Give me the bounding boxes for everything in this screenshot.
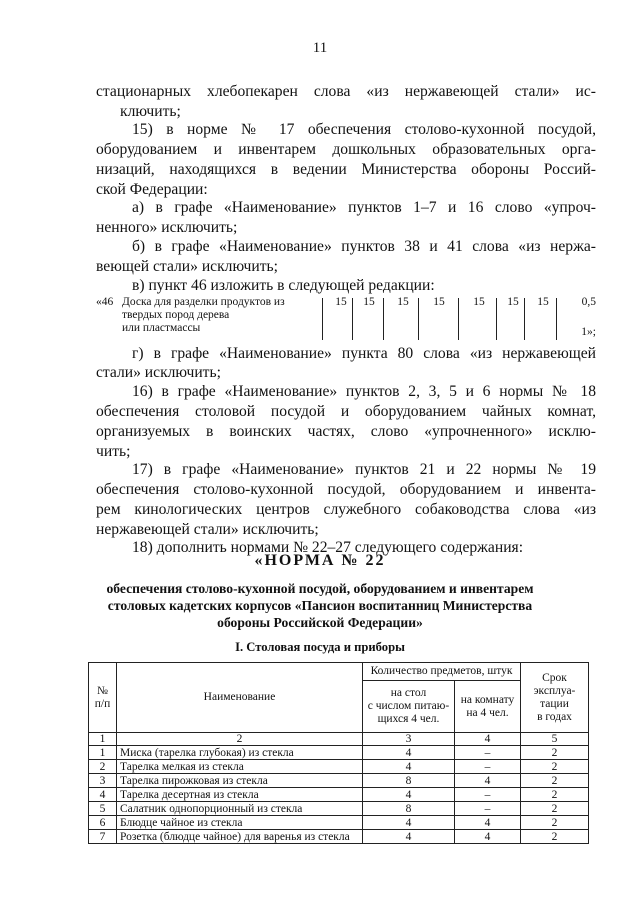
page-number: 11 [312, 40, 328, 56]
text-line: низаций, находящихся в ведении Министерства обороны Россий- [96, 161, 596, 178]
text-line: 18) дополнить нормами № 22–27 следующего содержания: [132, 539, 524, 556]
text-line: оборудованием и инвентарем дошкольных образовательных орга- [96, 141, 596, 158]
row-qty-room: – [455, 746, 521, 760]
norm-table [88, 662, 589, 844]
text-line: обеспечения столовой посудой и оборудованием чайных комнат, [96, 403, 596, 420]
table-row [89, 760, 589, 774]
row-qty-table: 4 [363, 788, 455, 802]
row-name: Миска (тарелка глубокая) из стекла [117, 746, 363, 760]
norm-title: «НОРМА № 22 [254, 552, 386, 569]
table-row [89, 774, 589, 788]
row-qty-table: 4 [363, 760, 455, 774]
column-number: 5 [521, 733, 589, 746]
row-number: 2 [89, 760, 117, 774]
norm-subtitle: обеспечения столово-кухонной посудой, оборудованием и инвентарем столовых кадетских корпусов «Пансион воспитанниц Министерства обороны Российской Федерации» [106, 581, 534, 630]
header-name: Наименование [117, 663, 363, 733]
header-per-room: на комнату на 4 чел. [455, 681, 521, 733]
column-number: 1 [89, 733, 117, 746]
column-divider [383, 298, 384, 340]
row-qty-table: 4 [363, 830, 455, 844]
row-number: 7 [89, 830, 117, 844]
text-line: нержавеющей стали» исключить; [96, 521, 319, 538]
column-number: 3 [363, 733, 455, 746]
text-line: 16) в графе «Наименование» пунктов 2, 3, 5 и 6 нормы № 18 [132, 383, 596, 400]
text-line: а) в графе «Наименование» пунктов 1–7 и 16 слово «упроч- [132, 199, 596, 216]
header-per-table: на стол с числом питаю- щихся 4 чел. [363, 681, 455, 733]
item-46-value: 15 [335, 296, 347, 308]
row-qty-room: – [455, 802, 521, 816]
row-qty-room: 4 [455, 830, 521, 844]
row-number: 4 [89, 788, 117, 802]
header-quantity: Количество предметов, штук [363, 663, 521, 681]
row-name: Тарелка пирожковая из стекла [117, 774, 363, 788]
row-qty-room: 4 [455, 816, 521, 830]
text-line: обеспечения столово-кухонной посудой, оборудованием и инвента- [96, 481, 596, 498]
column-number: 2 [117, 733, 363, 746]
row-qty-room: 4 [455, 774, 521, 788]
item-46-value: 15 [397, 296, 409, 308]
item-46-value: 15 [363, 296, 375, 308]
item-46-value: 15 [433, 296, 445, 308]
item-46-value: 15 [507, 296, 519, 308]
row-qty-table: 8 [363, 774, 455, 788]
text-line: в) пункт 46 изложить в следующей редакции: [132, 277, 435, 294]
column-divider [418, 298, 419, 340]
table-row [89, 830, 589, 844]
text-line: б) в графе «Наименование» пунктов 38 и 41 слова «из нержа- [132, 238, 596, 255]
column-divider [322, 298, 323, 340]
row-name: Блюдце чайное из стекла [117, 816, 363, 830]
text-line: чить; [96, 443, 131, 460]
row-term: 2 [521, 802, 589, 816]
text-line: ненного» исключить; [96, 219, 238, 236]
table-row [89, 802, 589, 816]
row-name: Тарелка мелкая из стекла [117, 760, 363, 774]
row-name: Салатник однопорционный из стекла [117, 802, 363, 816]
text-line: ключить; [120, 103, 181, 120]
row-qty-room: – [455, 760, 521, 774]
row-term: 2 [521, 774, 589, 788]
item-46-row [96, 296, 596, 340]
column-divider [524, 298, 525, 340]
text-line: рем кинологических центров служебного собаководства слова «из [96, 501, 596, 518]
text-line: г) в графе «Наименование» пункта 80 слова «из нержавеющей [132, 345, 596, 362]
row-term: 2 [521, 830, 589, 844]
header-term: Срок эксплуа- тации в годах [521, 663, 589, 733]
row-qty-table: 8 [363, 802, 455, 816]
text-line: стали» исключить; [96, 364, 221, 381]
row-qty-table: 4 [363, 746, 455, 760]
text-line: стационарных хлебопекарен слова «из нержавеющей стали» ис- [96, 83, 596, 100]
row-number: 3 [89, 774, 117, 788]
table-row [89, 816, 589, 830]
item-46-number: «46 [96, 296, 114, 308]
text-line: ской Федерации: [96, 181, 208, 198]
row-name: Розетка (блюдце чайное) для варенья из стекла [117, 830, 363, 844]
header-num: № п/п [89, 663, 117, 733]
row-term: 2 [521, 746, 589, 760]
column-number: 4 [455, 733, 521, 746]
row-qty-table: 4 [363, 816, 455, 830]
text-line: организуемых в воинских частях, слово «упрочненного» исклю- [96, 423, 596, 440]
row-qty-room: – [455, 788, 521, 802]
item-46-name: Доска для разделки продуктов из твердых пород дерева или пластмассы [122, 296, 285, 334]
item-46-value: 15 [537, 296, 549, 308]
row-name: Тарелка десертная из стекла [117, 788, 363, 802]
column-divider [458, 298, 459, 340]
row-term: 2 [521, 816, 589, 830]
text-line: веющей стали» исключить; [96, 258, 278, 275]
row-number: 6 [89, 816, 117, 830]
table-row [89, 788, 589, 802]
section-title: I. Столовая посуда и приборы [235, 640, 405, 654]
text-line: 17) в графе «Наименование» пунктов 21 и 22 нормы № 19 [132, 461, 596, 478]
row-term: 2 [521, 760, 589, 774]
item-46-last-value: 0,5 [581, 296, 596, 308]
item-46-end: 1»; [581, 326, 596, 338]
row-number: 1 [89, 746, 117, 760]
text-line: 15) в норме № 17 обеспечения столово-кухонной посудой, [132, 121, 596, 138]
item-46-value: 15 [473, 296, 485, 308]
table-row [89, 746, 589, 760]
row-term: 2 [521, 788, 589, 802]
row-number: 5 [89, 802, 117, 816]
